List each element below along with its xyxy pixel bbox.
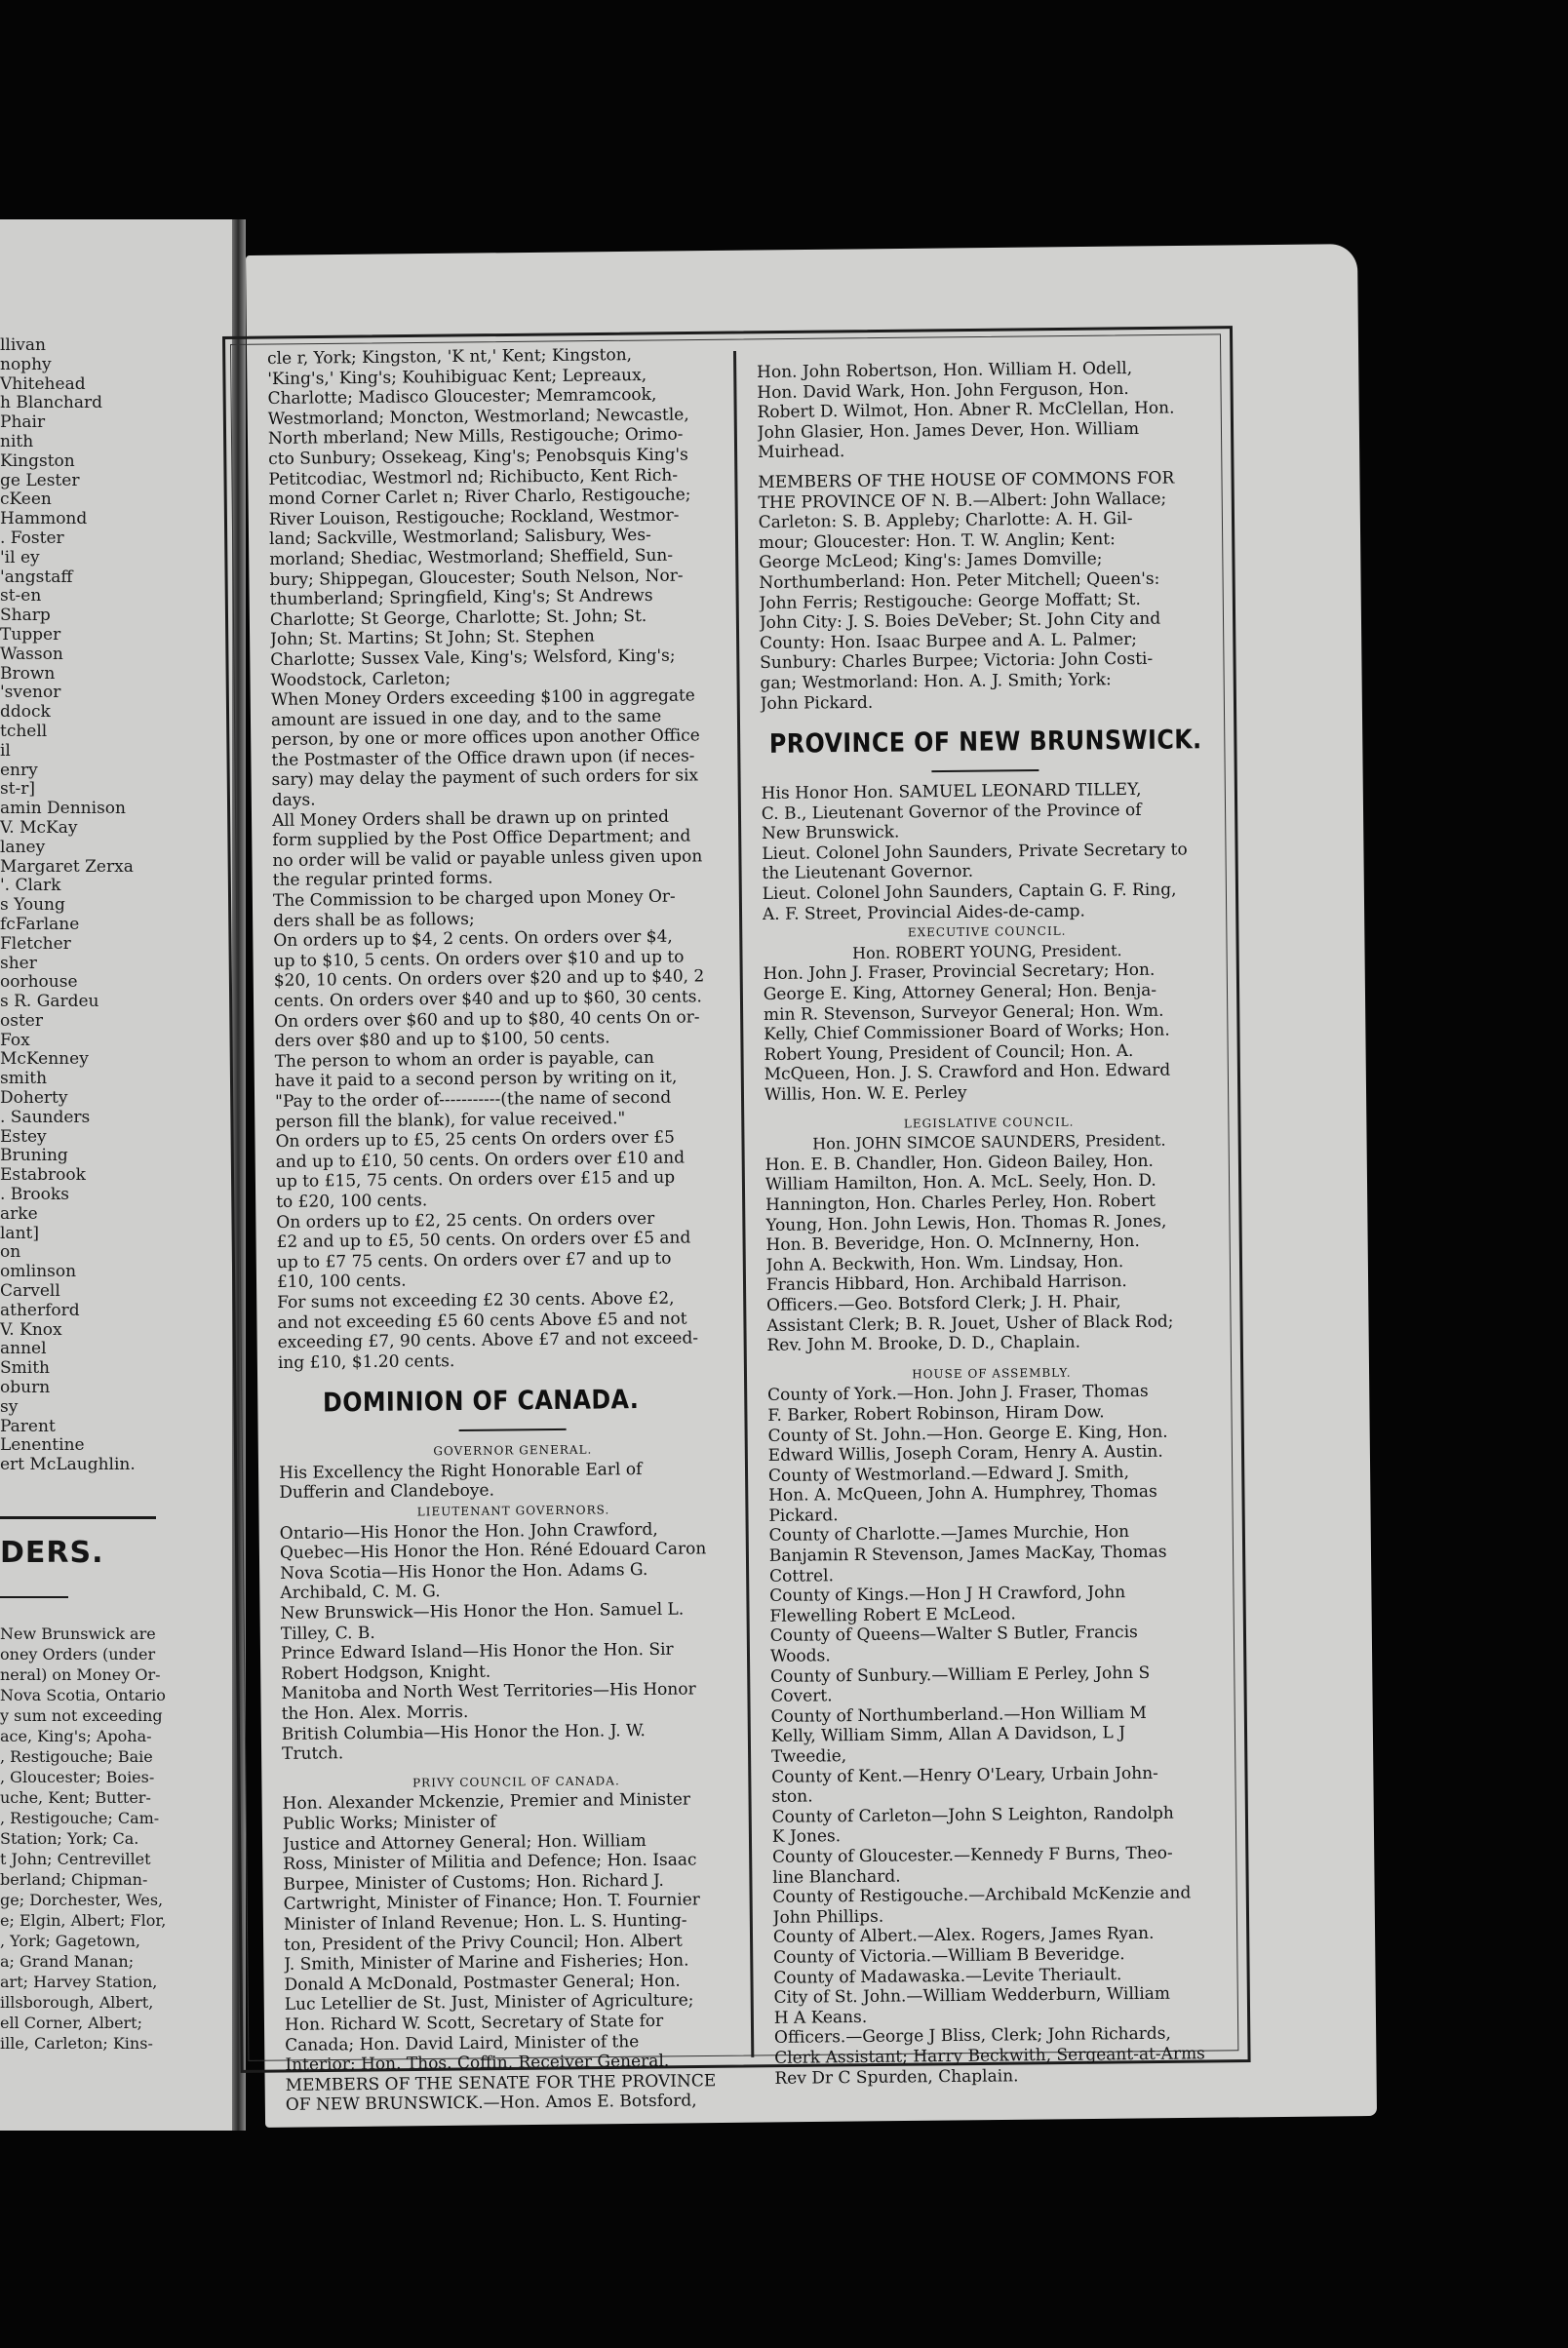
- text-line: morland; Shediac, Westmorland; Sheffield, Sun-: [269, 545, 674, 569]
- text-line: Charlotte; St George, Charlotte; St. John; St.: [269, 606, 647, 630]
- text-line: the Postmaster of the Office drawn upon (if neces-: [271, 746, 695, 770]
- text-line: Trutch.: [281, 1743, 344, 1765]
- name-line: . Brooks: [0, 1185, 69, 1205]
- text-line: Donald A McDonald, Postmaster General; Hon.: [284, 1971, 681, 1995]
- text-line: Canada; Hon. David Laird, Minister of the: [285, 2031, 640, 2055]
- house-of-commons-text: [758, 468, 1209, 714]
- text-line: Assistant Clerk; B. R. Jouet, Usher of Black Rod;: [766, 1311, 1174, 1336]
- text-line: McQueen, Hon. J. S. Crawford and Hon. Edward: [764, 1061, 1171, 1085]
- text-line: Hon. A. McQueen, John A. Humphrey, Thomas: [768, 1482, 1157, 1507]
- text-line: John City: J. S. Boies DeVeber; St. John City and: [759, 608, 1161, 634]
- left-facing-page: [0, 219, 232, 2131]
- text-line: Officers.—Geo. Botsford Clerk; J. H. Phair,: [766, 1292, 1121, 1315]
- text-line: exceeding £7, 90 cents. Above £7 and not exceed-: [277, 1328, 699, 1353]
- text-line: Officers.—George J Bliss, Clerk; John Richards,: [773, 2023, 1171, 2049]
- name-line: sy: [0, 1396, 19, 1417]
- text-line: Sunbury: Charles Burpee; Victoria: John Costi-: [760, 649, 1154, 674]
- executive-president: Hon. ROBERT YOUNG, President.: [851, 940, 1122, 962]
- text-line: County of Victoria.—William B Beveridge.: [773, 1944, 1125, 1968]
- text-line: Quebec—His Honor the Hon. Réné Edouard Caron: [279, 1539, 707, 1564]
- text-line: Tilley, C. B.: [280, 1623, 375, 1644]
- name-line: V. Knox: [0, 1319, 62, 1340]
- name-line: ddock: [0, 702, 51, 723]
- text-line: County of Restigouche.—Archibald McKenzie and: [772, 1883, 1192, 1908]
- text-line: Edward Willis, Joseph Coram, Henry A. Austin.: [767, 1441, 1163, 1467]
- text-line: Willis, Hon. W. E. Perley: [764, 1082, 967, 1105]
- text-line: C. B., Lieutenant Governor of the Province of: [761, 800, 1142, 824]
- text-line: mour; Gloucester: Hon. T. W. Anglin; Kent:: [758, 528, 1116, 553]
- text-line: New Brunswick are: [0, 1624, 156, 1643]
- text-line: Hon. Alexander Mckenzie, Premier and Minister: [282, 1789, 691, 1815]
- text-line: sary) may delay the payment of such orders for six: [271, 765, 699, 791]
- text-line: Robert Young, President of Council; Hon. A.: [764, 1040, 1134, 1065]
- text-line: H A Keans.: [773, 2007, 868, 2028]
- name-line: atherford: [0, 1300, 80, 1320]
- house-of-assembly-heading: HOUSE OF ASSEMBLY.: [912, 1365, 1072, 1382]
- lt-governor-text: [762, 779, 1211, 924]
- text-line: New Brunswick.: [761, 822, 900, 844]
- text-line: Hannington, Hon. Charles Perley, Hon. Robert: [764, 1191, 1156, 1215]
- name-line: 'angstaff: [0, 567, 73, 587]
- text-line: person, by one or more offices upon another Office: [271, 725, 700, 751]
- text-line: When Money Orders exceeding $100 in aggregate: [270, 685, 695, 711]
- name-line: 'svenor: [0, 683, 61, 703]
- governor-general-text: [279, 1459, 747, 1504]
- legislative-council-text: [765, 1151, 1216, 1356]
- text-line: Cottrel.: [768, 1565, 835, 1586]
- text-line: Station; York; Ca.: [0, 1829, 139, 1848]
- text-line: mond Corner Carlet n; River Charlo, Restigouche;: [268, 485, 691, 510]
- name-line: s Young: [0, 895, 65, 916]
- name-line: Doherty: [0, 1088, 68, 1109]
- legislative-council-heading: LEGISLATIVE COUNCIL.: [903, 1115, 1075, 1131]
- senate-members-text: [757, 358, 1206, 463]
- text-line: Ontario—His Honor the Hon. John Crawford,: [279, 1519, 658, 1544]
- text-line: thumberland; Springfield, King's; St Andrews: [269, 585, 653, 610]
- text-line: ing £10, $1.20 cents.: [277, 1350, 455, 1373]
- text-line: Muirhead.: [757, 442, 845, 463]
- text-line: up to $10, 5 cents. On orders over $10 and up to: [273, 947, 685, 971]
- text-line: Flewelling Robert E McLeod.: [769, 1604, 1016, 1626]
- text-line: berland; Chipman-: [0, 1870, 148, 1889]
- text-line: MEMBERS OF THE HOUSE OF COMMONS FOR: [758, 468, 1175, 492]
- text-line: County of Sunbury.—William E Perley, John S: [770, 1663, 1151, 1687]
- name-line: Fox: [0, 1030, 30, 1050]
- text-line: John Pickard.: [760, 692, 874, 714]
- text-line: City of St. John.—William Wedderburn, William: [773, 1983, 1171, 2009]
- text-line: Francis Hibbard, Hon. Archibald Harrison.: [765, 1272, 1127, 1296]
- name-line: ert McLaughlin.: [0, 1455, 136, 1475]
- name-line: arke: [0, 1203, 38, 1224]
- text-line: ders over $80 and up to $100, 50 cents.: [274, 1028, 610, 1052]
- name-line: Parent: [0, 1416, 56, 1436]
- divider: [931, 769, 1039, 772]
- text-line: £2 and up to £5, 50 cents. On orders over £5 and: [276, 1228, 691, 1253]
- text-line: Lieut. Colonel John Saunders, Captain G. F. Ring,: [762, 880, 1177, 905]
- text-line: The Commission to be charged upon Money Or-: [272, 886, 676, 911]
- divider: [0, 1516, 156, 1519]
- text-line: Prince Edward Island—His Honor the Hon. Sir: [280, 1639, 674, 1664]
- name-line: Carvell: [0, 1281, 60, 1302]
- text-line: $20, 10 cents. On orders over $20 and up to $40, 2: [273, 966, 705, 992]
- text-line: John; St. Martins; St John; St. Stephen: [270, 626, 595, 650]
- text-line: County of Kings.—Hon J H Crawford, John: [769, 1583, 1126, 1607]
- name-line: Kingston: [0, 450, 75, 471]
- name-line: 'il ey: [0, 547, 40, 567]
- text-line: land; Sackville, Westmorland; Salisbury, Wes-: [268, 526, 651, 550]
- text-line: line Blanchard.: [772, 1866, 901, 1888]
- text-line: illsborough, Albert,: [0, 1993, 154, 2012]
- text-line: North mberland; New Mills, Restigouche; Orimo-: [267, 424, 684, 450]
- name-line: V. McKay: [0, 817, 78, 838]
- text-line: New Brunswick—His Honor the Hon. Samuel L.: [280, 1599, 685, 1624]
- text-line: up to £7 75 cents. On orders over £7 and up to: [276, 1248, 672, 1272]
- text-line: Northumberland: Hon. Peter Mitchell; Queen's:: [759, 568, 1160, 593]
- name-line: Brown: [0, 663, 56, 684]
- name-line: lant]: [0, 1223, 39, 1243]
- text-line: Rev. John M. Brooke, D. D., Chaplain.: [766, 1332, 1081, 1356]
- text-line: On orders up to $4, 2 cents. On orders over $4,: [273, 926, 673, 952]
- name-line: nith: [0, 431, 34, 451]
- text-line: Clerk Assistant; Harry Beckwith, Sergeant-at-Arms: [774, 2044, 1205, 2068]
- text-line: Manitoba and North West Territories—His Honor: [281, 1679, 696, 1704]
- name-line: Vhitehead: [0, 373, 86, 394]
- text-line: County of York.—Hon. John J. Fraser, Thomas: [766, 1382, 1149, 1406]
- text-line: Minister of Inland Revenue; Hon. L. S. Hunting-: [283, 1910, 687, 1935]
- text-line: oney Orders (under: [0, 1645, 156, 1663]
- text-line: British Columbia—His Honor the Hon. J. W.: [281, 1720, 647, 1744]
- name-line: Sharp: [0, 606, 51, 626]
- text-line: Robert D. Wilmot, Hon. Abner R. McClellan, Hon.: [757, 398, 1175, 423]
- text-line: ace, King's; Apoha-: [0, 1727, 152, 1745]
- text-line: County of Queens—Walter S Butler, Francis: [769, 1623, 1138, 1647]
- text-line: e; Elgin, Albert; Flor,: [0, 1911, 167, 1930]
- name-line: Estey: [0, 1126, 47, 1147]
- text-line: person fill the blank), for value received.": [275, 1108, 626, 1132]
- name-list: [0, 336, 156, 1475]
- text-line: Luc Letellier de St. Just, Minister of Agriculture;: [284, 1990, 694, 2015]
- name-line: Bruning: [0, 1146, 68, 1166]
- text-line: His Excellency the Right Honorable Earl of: [278, 1459, 643, 1483]
- text-line: County of Northumberland.—Hon William M: [770, 1702, 1147, 1727]
- text-line: Nova Scotia—His Honor the Hon. Adams G.: [280, 1559, 648, 1584]
- money-order-offices-text: [267, 344, 746, 1373]
- text-line: OF NEW BRUNSWICK.—Hon. Amos E. Botsford,: [285, 2091, 697, 2116]
- text-line: ders shall be as follows;: [273, 909, 475, 931]
- text-line: the regular printed forms.: [272, 869, 493, 891]
- text-line: Westmorland; Moncton, Westmorland; Newcastle,: [267, 405, 689, 429]
- text-line: Rev Dr C Spurden, Chaplain.: [774, 2065, 1019, 2089]
- text-line: Cartwright, Minister of Finance; Hon. T. Fournier: [283, 1890, 700, 1915]
- name-line: . Saunders: [0, 1107, 91, 1127]
- text-line: John Phillips.: [772, 1906, 884, 1928]
- text-line: Hon. Richard W. Scott, Secretary of State for: [284, 2011, 664, 2035]
- text-line: County of Albert.—Alex. Rogers, James Ryan.: [772, 1924, 1155, 1948]
- text-line: Covert.: [770, 1686, 833, 1707]
- text-line: the Lieutenant Governor.: [762, 862, 974, 884]
- name-line: omlinson: [0, 1262, 77, 1282]
- name-line: . Foster: [0, 528, 64, 548]
- name-line: laney: [0, 837, 46, 857]
- text-line: , Restigouche; Cam-: [0, 1809, 160, 1827]
- name-line: Wasson: [0, 644, 63, 664]
- name-line: nophy: [0, 354, 52, 374]
- text-line: y sum not exceeding: [0, 1706, 163, 1725]
- name-line: Tupper: [0, 624, 61, 645]
- text-line: Burpee, Minister of Customs; Hon. Richard J.: [283, 1870, 664, 1895]
- left-heading: DERS.: [0, 1536, 104, 1570]
- lt-governors-text: [280, 1519, 751, 1765]
- text-line: amount are issued in one day, and to the same: [270, 706, 662, 730]
- text-line: Robert Hodgson, Knight.: [281, 1662, 491, 1684]
- text-line: County of Westmorland.—Edward J. Smith,: [767, 1462, 1130, 1486]
- name-line: tchell: [0, 721, 48, 741]
- name-line: st-en: [0, 586, 42, 607]
- text-line: THE PROVINCE OF N. B.—Albert: John Wallace;: [758, 489, 1167, 513]
- text-line: , Gloucester; Boies-: [0, 1768, 155, 1786]
- text-line: Carleton: S. B. Appleby; Charlotte: A. H. Gil-: [758, 509, 1133, 533]
- name-line: st-r]: [0, 779, 36, 800]
- name-line: Hammond: [0, 509, 88, 529]
- name-line: Smith: [0, 1358, 50, 1379]
- text-line: ge; Dorchester, Wes,: [0, 1891, 164, 1909]
- name-line: cKeen: [0, 489, 52, 510]
- text-line: John Glasier, Hon. James Dever, Hon. William: [757, 418, 1140, 443]
- text-line: Interior; Hon. Thos. Coffin, Receiver General.: [285, 2051, 670, 2075]
- name-line: Margaret Zerxa: [0, 856, 134, 877]
- text-line: On orders over $60 and up to $80, 40 cents On or-: [274, 1006, 700, 1032]
- text-line: and not exceeding £5 60 cents Above £5 and not: [277, 1309, 687, 1333]
- text-line: Kelly, Chief Commissioner Board of Works; Hon.: [764, 1020, 1170, 1045]
- text-line: Hon. David Wark, Hon. John Ferguson, Hon.: [757, 378, 1129, 403]
- legislative-president: Hon. JOHN SIMCOE SAUNDERS, President.: [812, 1130, 1166, 1154]
- text-line: Nova Scotia, Ontario: [0, 1686, 166, 1704]
- text-line: ton, President of the Privy Council; Hon. Albert: [284, 1931, 683, 1955]
- text-line: to £20, 100 cents.: [276, 1191, 428, 1212]
- text-line: County of Madawaska.—Levite Theriault.: [773, 1964, 1122, 1988]
- text-line: the Hon. Alex. Morris.: [281, 1702, 469, 1724]
- text-line: £10, 100 cents.: [276, 1271, 407, 1293]
- text-line: Kelly, William Simm, Allan A Davidson, L J: [770, 1723, 1126, 1747]
- text-line: F. Barker, Robert Robinson, Hiram Dow.: [767, 1402, 1105, 1426]
- text-line: Tweedie,: [770, 1746, 847, 1767]
- text-line: ston.: [771, 1786, 813, 1808]
- text-line: up to £15, 75 cents. On orders over £15 and up: [275, 1168, 676, 1193]
- text-line: His Honor Hon. SAMUEL LEONARD TILLEY,: [761, 779, 1142, 804]
- text-line: Young, Hon. John Lewis, Hon. Thomas R. Jones,: [765, 1211, 1167, 1235]
- text-line: ell Corner, Albert;: [0, 2014, 142, 2032]
- text-line: Ross, Minister of Militia and Defence; Hon. Isaac: [283, 1850, 697, 1875]
- lt-governors-heading: LIEUTENANT GOVERNORS.: [416, 1503, 610, 1519]
- house-of-assembly-text: [767, 1381, 1224, 2089]
- text-line: All Money Orders shall be drawn up on printed: [271, 806, 670, 831]
- name-line: sher: [0, 953, 37, 973]
- text-line: MEMBERS OF THE SENATE FOR THE PROVINCE: [285, 2070, 717, 2095]
- name-line: ge Lester: [0, 470, 80, 490]
- text-line: Hon. E. B. Chandler, Hon. Gideon Bailey, Hon.: [764, 1151, 1155, 1175]
- text-line: Charlotte; Madisco Gloucester; Memramcook,: [267, 385, 657, 410]
- text-line: Hon. John Robertson, Hon. William H. Odell,: [757, 358, 1133, 382]
- text-line: "Pay to the order of-----------(the name of second: [274, 1087, 672, 1112]
- text-line: Woodstock, Carleton;: [270, 668, 451, 690]
- name-line: enry: [0, 760, 38, 780]
- text-line: cto Sunbury; Ossekeag, King's; Penobsquis King's: [268, 445, 688, 469]
- name-line: oorhouse: [0, 972, 78, 993]
- text-line: gan; Westmorland: Hon. A. J. Smith; York:: [760, 670, 1112, 693]
- text-line: art; Harvey Station,: [0, 1973, 158, 1991]
- text-line: cle r, York; Kingston, 'K nt,' Kent; Kingston,: [267, 345, 633, 369]
- name-line: oster: [0, 1010, 43, 1031]
- text-line: , Restigouche; Baie: [0, 1747, 153, 1766]
- text-line: bury; Shippegan, Gloucester; South Nelson, Nor-: [269, 566, 684, 590]
- name-line: on: [0, 1242, 21, 1263]
- text-line: Hon. B. Beveridge, Hon. O. McInnerny, Hon.: [765, 1232, 1140, 1256]
- text-line: cents. On orders over $40 and up to $60, 30 cents.: [273, 987, 702, 1011]
- name-line: h Blanchard: [0, 393, 102, 413]
- text-line: County of Kent.—Henry O'Leary, Urbain John-: [771, 1763, 1158, 1787]
- text-line: K Jones.: [771, 1826, 842, 1848]
- text-line: a; Grand Manan;: [0, 1952, 135, 1971]
- text-line: t John; Centrevillet: [0, 1850, 151, 1868]
- executive-council-heading: EXECUTIVE COUNCIL.: [907, 923, 1067, 940]
- text-line: no order will be valid or payable unless given upon: [272, 846, 703, 871]
- name-line: Fletcher: [0, 933, 71, 954]
- dominion-of-canada-heading: DOMINION OF CANADA.: [322, 1385, 640, 1419]
- text-line: Lieut. Colonel John Saunders, Private Secretary to: [762, 840, 1188, 864]
- text-line: River Louison, Restigouche; Rockland, Westmor-: [268, 505, 680, 529]
- text-line: and up to £10, 50 cents. On orders over £10 and: [275, 1148, 686, 1172]
- name-line: Lenentine: [0, 1435, 85, 1456]
- text-line: Petitcodiac, Westmorl nd; Richibucto, Kent Rich-: [268, 465, 679, 489]
- divider: [459, 1428, 567, 1431]
- text-line: neral) on Money Or-: [0, 1665, 161, 1684]
- text-line: John A. Beckwith, Hon. Wm. Lindsay, Hon.: [765, 1251, 1124, 1275]
- executive-council-text: [763, 960, 1212, 1106]
- text-line: Justice and Attorney General; Hon. William: [282, 1830, 647, 1855]
- text-line: Dufferin and Clandeboye.: [279, 1481, 495, 1504]
- text-line: Woods.: [769, 1646, 831, 1666]
- text-line: uche, Kent; Butter-: [0, 1788, 151, 1807]
- name-line: amin Dennison: [0, 799, 126, 819]
- name-line: oburn: [0, 1378, 51, 1398]
- name-line: llivan: [0, 335, 46, 355]
- text-line: For sums not exceeding £2 30 cents. Above £2,: [277, 1288, 675, 1312]
- text-line: , York; Gagetown,: [0, 1932, 140, 1950]
- name-line: McKenney: [0, 1049, 89, 1070]
- text-line: Public Works; Minister of: [282, 1812, 496, 1834]
- text-line: 'King's,' King's; Kouhibiguac Kent; Lepreaux,: [267, 365, 647, 389]
- privy-council-text: [283, 1789, 754, 2116]
- name-line: s R. Gardeu: [0, 992, 99, 1012]
- divider: [0, 1596, 68, 1598]
- name-line: annel: [0, 1339, 47, 1359]
- text-line: Hon. John J. Fraser, Provincial Secretary; Hon.: [763, 960, 1156, 985]
- text-line: George E. King, Attorney General; Hon. Benja-: [763, 980, 1157, 1004]
- text-line: George McLeod; King's: James Domville;: [759, 549, 1103, 573]
- text-line: ille, Carleton; Kins-: [0, 2034, 153, 2053]
- column-right: [757, 358, 1224, 2089]
- text-line: Charlotte; Sussex Vale, King's; Welsford, King's;: [270, 646, 676, 670]
- text-line: have it paid to a second person by writing on it,: [274, 1068, 678, 1092]
- name-line: smith: [0, 1069, 48, 1089]
- text-line: County of Charlotte.—James Murchie, Hon: [768, 1522, 1130, 1546]
- text-line: Banjamin R Stevenson, James MacKay, Thomas: [768, 1542, 1167, 1566]
- text-line: County of Gloucester.—Kennedy F Burns, Theo-: [771, 1843, 1173, 1867]
- text-line: On orders up to £2, 25 cents. On orders over: [276, 1208, 655, 1233]
- governor-general-heading: GOVERNOR GENERAL.: [433, 1442, 593, 1459]
- text-line: Archibald, C. M. G.: [280, 1582, 441, 1604]
- text-line: form supplied by the Post Office Department; and: [272, 826, 691, 851]
- name-line: '. Clark: [0, 876, 61, 896]
- text-line: min R. Stevenson, Surveyor General; Hon. Wm.: [763, 1000, 1164, 1025]
- text-line: Pickard.: [768, 1506, 839, 1526]
- text-line: County: Hon. Isaac Burpee and A. L. Palmer;: [759, 629, 1138, 653]
- text-line: William Hamilton, Hon. A. McL. Seely, Hon. D.: [764, 1171, 1156, 1195]
- text-line: On orders up to £5, 25 cents On orders over £5: [275, 1127, 676, 1153]
- left-paragraph: [0, 1624, 167, 2054]
- province-of-new-brunswick-heading: PROVINCE OF NEW BRUNSWICK.: [768, 724, 1202, 760]
- name-line: fcFarlane: [0, 914, 80, 934]
- name-line: Phair: [0, 412, 46, 433]
- column-left: [267, 344, 754, 2116]
- text-line: The person to whom an order is payable, can: [274, 1047, 655, 1072]
- text-line: County of Carleton—John S Leighton, Randolph: [771, 1803, 1174, 1827]
- privy-council-heading: PRIVY COUNCIL OF CANADA.: [412, 1774, 620, 1790]
- text-line: John Ferris; Restigouche: George Moffatt; St.: [759, 589, 1141, 613]
- text-line: days.: [271, 790, 316, 811]
- text-line: J. Smith, Minister of Marine and Fisheries; Hon.: [284, 1950, 689, 1976]
- name-line: Estabrook: [0, 1165, 86, 1186]
- text-line: A. F. Street, Provincial Aides-de-camp.: [762, 901, 1086, 924]
- name-line: il: [0, 740, 11, 761]
- text-line: County of St. John.—Hon. George E. King, Hon.: [767, 1422, 1168, 1446]
